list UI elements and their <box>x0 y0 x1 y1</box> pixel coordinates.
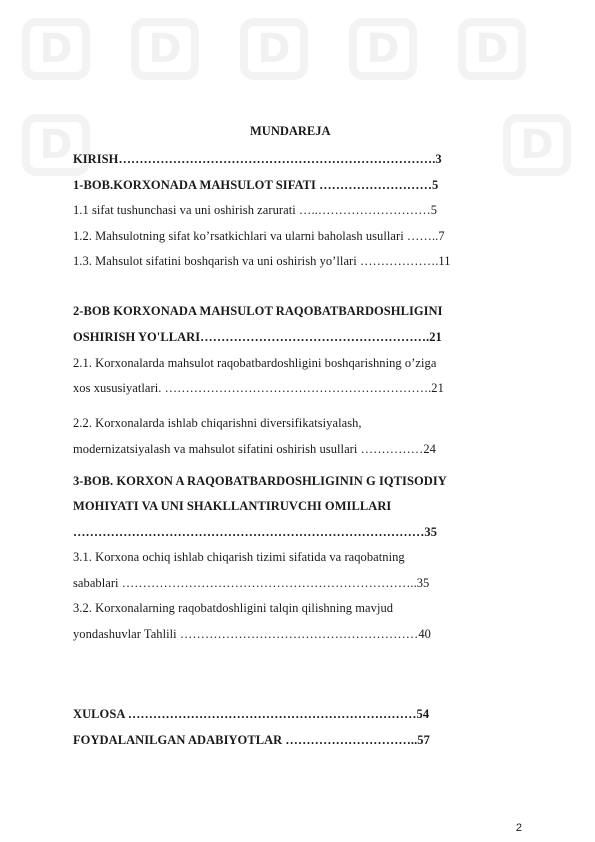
toc-entry-section-3-1-line1[interactable]: 3.1. Korxona ochiq ishlab chiqarish tizimi sifatida va raqobatning <box>73 550 405 564</box>
toc-entry-chapter-2-line1[interactable]: 2-BOB KORXONADA MAHSULOT RAQOBATBARDOSHLIGINI <box>73 304 443 318</box>
toc-entry-kirish[interactable]: KIRISH………………………………………………………………….3 <box>73 152 442 166</box>
toc-entry-chapter-1[interactable]: 1-BOB.KORXONADA MAHSULOT SIFATI ………………………5 <box>73 178 439 192</box>
watermark-logo-icon: D <box>458 18 526 80</box>
toc-entry-adabiyotlar[interactable]: FOYDALANILGAN ADABIYOTLAR …………………………..57 <box>73 733 430 747</box>
toc-entry-section-1-2[interactable]: 1.2. Mahsulotning sifat ko’rsatkichlari va ularni baholash usullari ……..7 <box>73 229 445 243</box>
page-number: 2 <box>515 822 522 834</box>
toc-entry-section-2-1-line1[interactable]: 2.1. Korxonalarda mahsulot raqobatbardoshligini boshqarishning o’ziga <box>73 356 437 370</box>
toc-entry-section-3-1-line2[interactable]: sabablari ……………………………………………………………..35 <box>73 576 430 590</box>
watermark-logo-icon: D <box>131 18 199 80</box>
toc-entry-section-1-1[interactable]: 1.1 sifat tushunchasi va uni oshirish zarurati …..………………………5 <box>73 203 438 217</box>
toc-entry-chapter-3-line3[interactable]: …………………………………………………………………………35 <box>73 525 437 539</box>
toc-entry-section-3-2-line2[interactable]: yondashuvlar Tahlili …………………………………………………40 <box>73 627 431 641</box>
toc-entry-xulosa[interactable]: XULOSA ……………………………………………………………54 <box>73 707 430 721</box>
toc-entry-section-3-2-line1[interactable]: 3.2. Korxonalarning raqobatdoshligini talqin qilishning mavjud <box>73 601 394 615</box>
toc-entry-chapter-3-line2[interactable]: MOHIYATI VA UNI SHAKLLANTIRUVCHI OMILLARI <box>73 499 392 513</box>
watermark-logo-icon: D <box>22 18 90 80</box>
toc-entry-section-2-2-line1[interactable]: 2.2. Korxonalarda ishlab chiqarishni diversifikatsiyalash, <box>73 416 362 430</box>
toc-entry-section-1-3[interactable]: 1.3. Mahsulot sifatini boshqarish va uni oshirish yo’llari ……………….11 <box>73 254 451 268</box>
toc-entry-chapter-2-line2[interactable]: OSHIRISH YO'LLARI……………………………………………….21 <box>73 330 442 344</box>
watermark-logo-icon: D <box>503 114 571 176</box>
watermark-logo-icon: D <box>22 114 90 176</box>
watermark-logo-icon: D <box>240 18 308 80</box>
toc-entry-section-2-1-line2[interactable]: xos xususiyatlari. ……………………………………………………….21 <box>73 381 444 395</box>
toc-entry-chapter-3-line1[interactable]: 3-BOB. KORXON A RAQOBATBARDOSHLIGININ G IQTISODIY <box>73 474 447 488</box>
watermark-logo-icon: D <box>349 18 417 80</box>
page-title: MUNDAREJA <box>250 124 331 138</box>
toc-entry-section-2-2-line2[interactable]: modernizatsiyalash va mahsulot sifatini oshirish usullari ……………24 <box>73 442 436 456</box>
